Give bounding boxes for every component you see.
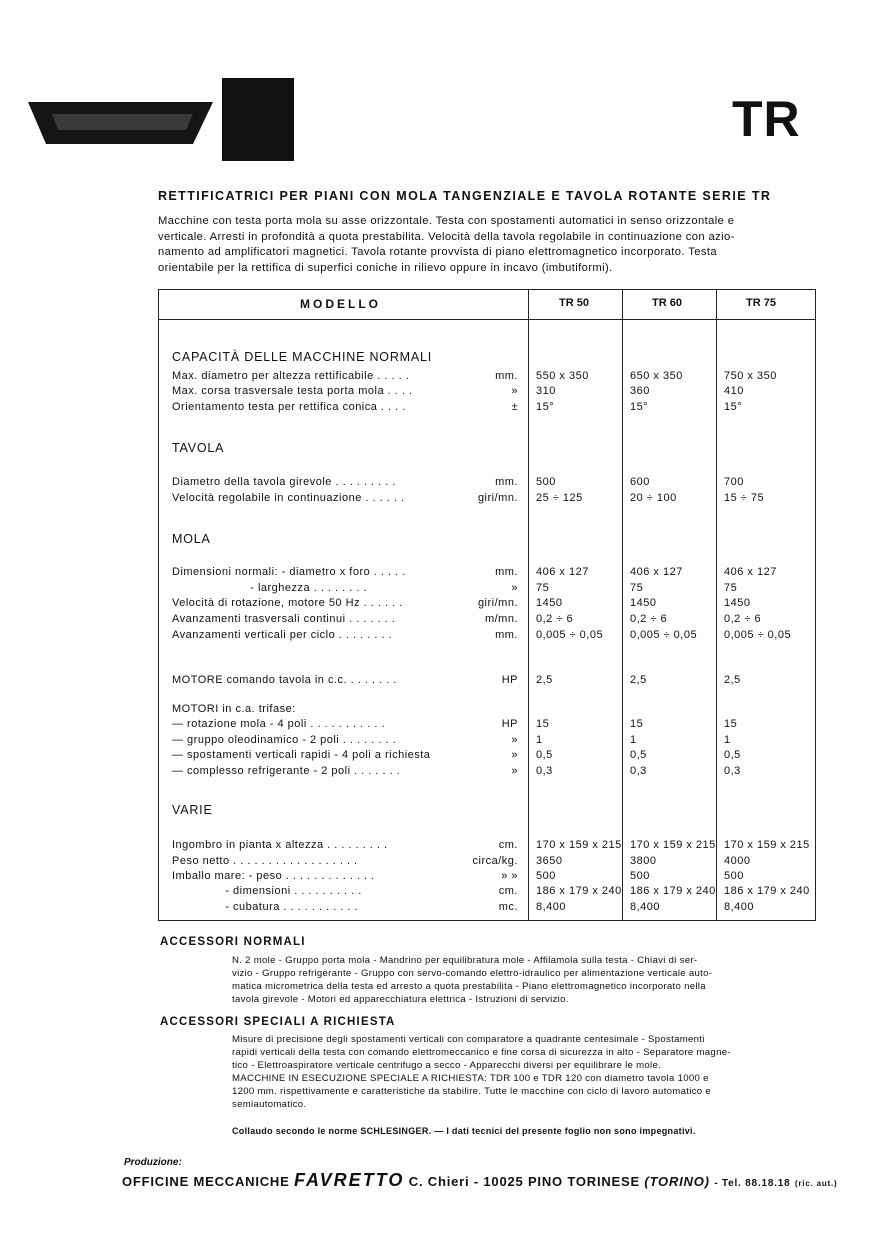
row-label: Ingombro in pianta x altezza . . . . . . . . . — [172, 839, 388, 851]
row-label: — complesso refrigerante - 2 poli . . . . . . . — [172, 765, 401, 777]
row-label: Peso netto . . . . . . . . . . . . . . . . . . — [172, 855, 358, 867]
cell-value: 406 x 127 — [536, 566, 589, 578]
collaudo-note: Collaudo secondo le norme SCHLESINGER. — I dati tecnici del presente foglio non sono impegnativi. — [232, 1126, 696, 1136]
header-col-tr50: TR 50 — [559, 297, 589, 309]
accessori-normali-title: ACCESSORI NORMALI — [160, 936, 306, 948]
section-title: VARIE — [172, 803, 213, 817]
section-title: TAVOLA — [172, 441, 225, 455]
intro-paragraph — [158, 214, 814, 276]
row-unit: mm. — [495, 370, 518, 382]
cell-value: 700 — [724, 476, 744, 488]
header-divider — [158, 319, 816, 320]
row-label: — gruppo oleodinamico - 2 poli . . . . . . . . — [172, 734, 397, 746]
row-label: Orientamento testa per rettifica conica . . . . — [172, 401, 406, 413]
row-unit: mm. — [495, 476, 518, 488]
column-divider — [622, 289, 623, 921]
cell-value: 8,400 — [724, 901, 755, 913]
row-label: Max. diametro per altezza rettificabile . . . . . — [172, 370, 410, 382]
row-unit: giri/mn. — [477, 492, 518, 504]
cell-value: 310 — [536, 385, 556, 397]
row-unit: cm. — [498, 839, 518, 851]
series-heading: TR — [732, 91, 801, 147]
header-col-tr60: TR 60 — [652, 297, 682, 309]
cell-value: 8,400 — [536, 901, 567, 913]
ric-text: (ric. aut.) — [794, 1179, 838, 1188]
cell-value: 0,5 — [536, 749, 553, 761]
text-line: semiautomatico. — [232, 1099, 307, 1110]
row-unit: » — [511, 582, 518, 594]
cell-value: 186 x 179 x 240 — [630, 885, 716, 897]
row-label: Imballo mare: - peso . . . . . . . . . . . . . — [172, 870, 375, 882]
cell-value: 3800 — [630, 855, 657, 867]
cell-value: 0,3 — [630, 765, 647, 777]
row-label: MOTORE comando tavola in c.c. . . . . . . . — [172, 674, 397, 686]
manufacturer-footer — [122, 1170, 838, 1191]
cell-value: 15 ÷ 75 — [724, 492, 765, 504]
row-unit: mc. — [498, 901, 518, 913]
row-label: MOTORI in c.a. trifase: — [172, 703, 296, 715]
cell-value: 0,3 — [724, 765, 741, 777]
cell-value: 15° — [724, 401, 743, 413]
cell-value: 406 x 127 — [630, 566, 683, 578]
cell-value: 15° — [536, 401, 555, 413]
row-unit: » — [511, 734, 518, 746]
row-unit: » — [511, 385, 518, 397]
address-text: C. Chieri - 10025 PINO TORINESE — [408, 1174, 640, 1189]
accessori-normali-text — [232, 954, 816, 1006]
company-logo — [28, 100, 213, 146]
row-label: — spostamenti verticali rapidi - 4 poli a richiesta — [172, 749, 431, 761]
intro-line: namento ad amplificatori magnetici. Tavola rotante provvista di piano elettromagnetico incorporato. Testa — [158, 246, 717, 259]
cell-value: 4000 — [724, 855, 751, 867]
cell-value: 8,400 — [630, 901, 661, 913]
cell-value: 2,5 — [724, 674, 741, 686]
row-unit: ± — [511, 401, 518, 413]
section-title: MOLA — [172, 532, 211, 546]
row-unit: m/mn. — [484, 613, 518, 625]
text-line: rapidi verticali della testa con comando elettromeccanico e fine corsa di sicurezza in alto - Separatore magne- — [232, 1047, 731, 1058]
cell-value: 2,5 — [536, 674, 553, 686]
row-unit: » — [511, 749, 518, 761]
row-label: Velocità regolabile in continuazione . . . . . . — [172, 492, 405, 504]
cell-value: 1 — [536, 734, 543, 746]
cell-value: 0,005 ÷ 0,05 — [536, 629, 604, 641]
text-line: MACCHINE IN ESECUZIONE SPECIALE A RICHIESTA: TDR 100 e TDR 120 con diametro tavola 1000 e — [232, 1073, 709, 1084]
text-line: 1200 mm. rispettivamente e caratteristiche da stabilire. Tutte le macchine con ciclo di lavoro automatico e — [232, 1086, 711, 1097]
row-label: Velocità di rotazione, motore 50 Hz . . . . . . — [172, 597, 403, 609]
row-unit: mm. — [495, 629, 518, 641]
cell-value: 406 x 127 — [724, 566, 777, 578]
cell-value: 500 — [630, 870, 650, 882]
cell-value: 0,2 ÷ 6 — [724, 613, 762, 625]
row-label: — rotazione mola - 4 poli . . . . . . . . . . . — [172, 718, 386, 730]
intro-line: verticale. Arresti in profondità a quota prestabilita. Velocità della tavola regolabile in continuazione con azio- — [158, 230, 735, 243]
cell-value: 170 x 159 x 215 — [630, 839, 716, 851]
row-label: Avanzamenti verticali per ciclo . . . . . . . . — [172, 629, 393, 641]
telephone-text: - Tel. 88.18.18 — [714, 1178, 791, 1189]
row-unit: circa/kg. — [472, 855, 518, 867]
cell-value: 0,3 — [536, 765, 553, 777]
cell-value: 1 — [630, 734, 637, 746]
row-unit: » » — [501, 870, 518, 882]
accessori-speciali-title: ACCESSORI SPECIALI A RICHIESTA — [160, 1016, 396, 1028]
cell-value: 0,005 ÷ 0,05 — [724, 629, 792, 641]
row-label: - cubatura . . . . . . . . . . . — [172, 901, 359, 913]
officine-text: OFFICINE MECCANICHE — [122, 1174, 290, 1189]
column-divider — [716, 289, 717, 921]
cell-value: 15 — [724, 718, 738, 730]
cell-value: 1450 — [536, 597, 563, 609]
text-line: vizio - Gruppo refrigerante - Gruppo con servo-comando elettro-idraulico per alimentazione verticale auto- — [232, 968, 713, 979]
cell-value: 750 x 350 — [724, 370, 777, 382]
cell-value: 75 — [630, 582, 644, 594]
cell-value: 500 — [536, 870, 556, 882]
row-unit: giri/mn. — [477, 597, 518, 609]
row-label: - dimensioni . . . . . . . . . . — [172, 885, 362, 897]
row-unit: HP — [501, 674, 518, 686]
brand-name: FAVRETTO — [294, 1170, 405, 1190]
cell-value: 1 — [724, 734, 731, 746]
section-title: CAPACITÀ DELLE MACCHINE NORMALI — [172, 350, 433, 364]
text-line: tavola girevole - Motori ed apparecchiatura elettrica - Istruzioni di servizio. — [232, 994, 569, 1005]
cell-value: 2,5 — [630, 674, 647, 686]
text-line: Misure di precisione degli spostamenti verticali con comparatore a quadrante centesimale - Spostamenti — [232, 1034, 705, 1045]
logo-black-block — [222, 78, 294, 161]
cell-value: 1450 — [630, 597, 657, 609]
column-divider — [528, 289, 529, 921]
cell-value: 0,5 — [724, 749, 741, 761]
cell-value: 186 x 179 x 240 — [536, 885, 622, 897]
text-line: matica micrometrica della testa ed arresto a quota prestabilita - Piano elettromagnetico incorporato nella — [232, 981, 706, 992]
cell-value: 500 — [536, 476, 556, 488]
text-line: tico - Elettroaspiratore verticale centrifugo a secco - Apparecchi diversi per equilibrare le mole. — [232, 1060, 662, 1071]
city-text: (TORINO) — [644, 1174, 710, 1189]
cell-value: 0,2 ÷ 6 — [630, 613, 668, 625]
cell-value: 600 — [630, 476, 650, 488]
cell-value: 186 x 179 x 240 — [724, 885, 810, 897]
cell-value: 500 — [724, 870, 744, 882]
cell-value: 410 — [724, 385, 744, 397]
cell-value: 1450 — [724, 597, 751, 609]
row-unit: cm. — [498, 885, 518, 897]
row-label: Max. corsa trasversale testa porta mola . . . . — [172, 385, 413, 397]
intro-line: orientabile per la rettifica di superfici coniche in rilievo oppure in incavo (imbutiformi). — [158, 261, 613, 274]
cell-value: 75 — [536, 582, 550, 594]
produzione-label: Produzione: — [124, 1157, 182, 1168]
cell-value: 15 — [630, 718, 644, 730]
cell-value: 650 x 350 — [630, 370, 683, 382]
cell-value: 15° — [630, 401, 649, 413]
text-line: N. 2 mole - Gruppo porta mola - Mandrino per equilibratura mole - Affilamola sulla testa - Chiavi di ser- — [232, 955, 698, 966]
row-unit: » — [511, 765, 518, 777]
row-unit: mm. — [495, 566, 518, 578]
row-label: Avanzamenti trasversali continui . . . . . . . — [172, 613, 396, 625]
intro-line: Macchine con testa porta mola su asse orizzontale. Testa con spostamenti automatici in senso orizzontale e — [158, 215, 735, 227]
cell-value: 75 — [724, 582, 738, 594]
cell-value: 0,005 ÷ 0,05 — [630, 629, 698, 641]
header-col-tr75: TR 75 — [746, 297, 776, 309]
accessori-speciali-text — [232, 1033, 816, 1111]
cell-value: 170 x 159 x 215 — [536, 839, 622, 851]
cell-value: 25 ÷ 125 — [536, 492, 583, 504]
cell-value: 0,2 ÷ 6 — [536, 613, 574, 625]
cell-value: 170 x 159 x 215 — [724, 839, 810, 851]
header-model: MODELLO — [300, 297, 381, 311]
row-label: - larghezza . . . . . . . . — [172, 582, 368, 594]
cell-value: 360 — [630, 385, 650, 397]
row-label: Diametro della tavola girevole . . . . . . . . . — [172, 476, 396, 488]
cell-value: 3650 — [536, 855, 563, 867]
document-title: RETTIFICATRICI PER PIANI CON MOLA TANGENZIALE E TAVOLA ROTANTE SERIE TR — [158, 189, 772, 203]
cell-value: 0,5 — [630, 749, 647, 761]
cell-value: 20 ÷ 100 — [630, 492, 677, 504]
row-unit: HP — [501, 718, 518, 730]
cell-value: 550 x 350 — [536, 370, 589, 382]
row-label: Dimensioni normali: - diametro x foro . . . . . — [172, 566, 406, 578]
cell-value: 15 — [536, 718, 550, 730]
